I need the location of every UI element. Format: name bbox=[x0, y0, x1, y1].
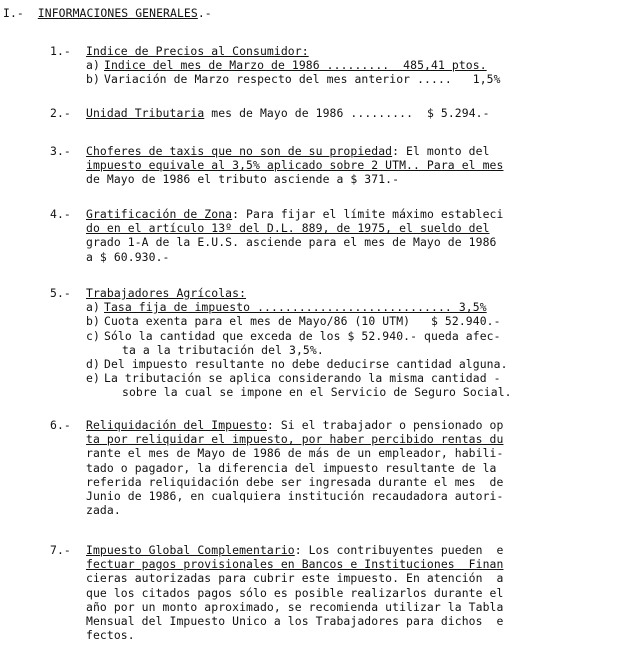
list-item bbox=[86, 357, 626, 371]
section-line: fectos. bbox=[86, 628, 135, 643]
section-heading: Reliquidación del Impuesto bbox=[86, 418, 267, 432]
section-line: cieras autorizadas para cubrir este impuesto. En atención a bbox=[86, 571, 504, 586]
section-line: tado o pagador, la diferencia del impuesto resultante de la bbox=[86, 460, 497, 475]
section-line: ta por reliquidar el impuesto, por haber percibido rentas du bbox=[86, 432, 504, 447]
section-number: 2.- bbox=[50, 106, 71, 120]
item-letter: b) bbox=[86, 72, 100, 87]
section-number: 1.- bbox=[50, 44, 71, 58]
section-line: de Mayo de 1986 el tributo asciende a $ 371.- bbox=[86, 172, 400, 187]
section-heading: Trabajadores Agrícolas: bbox=[86, 286, 247, 300]
item-text: Cuota exenta para el mes de Mayo/86 (10 UTM) $ 52.940.- bbox=[104, 314, 501, 329]
item-text: ta a la tributación del 3,5%. bbox=[122, 342, 324, 357]
section-line: grado 1-A de la E.U.S. asciende para el mes de Mayo de 1986 bbox=[86, 235, 497, 250]
item-letter: d) bbox=[86, 356, 100, 371]
list-item bbox=[86, 300, 626, 314]
section-line: do en el artículo 13º del D.L. 889, de 1975, el sueldo del bbox=[86, 221, 490, 236]
item-text: Tasa fija de impuesto ............................ 3,5% bbox=[104, 300, 487, 315]
section-line: : Si el trabajador o pensionado op bbox=[266, 418, 504, 432]
section-line: fectuar pagos provisionales en Bancos e Instituciones Finan bbox=[86, 557, 504, 572]
list-item bbox=[86, 385, 626, 399]
section-number: 3.- bbox=[50, 144, 71, 158]
section-heading: Unidad Tributaria bbox=[86, 106, 205, 120]
section-heading: Gratificación de Zona bbox=[86, 207, 233, 221]
item-letter: e) bbox=[86, 371, 100, 386]
item-text: La tributación se aplica considerando la misma cantidad - bbox=[104, 371, 501, 386]
title-text: INFORMACIONES GENERALES bbox=[37, 6, 198, 20]
section-line: impuesto equivale al 3,5% aplicado sobre 2 UTM.. Para el mes bbox=[86, 158, 504, 173]
section-heading: Indice de Precios al Consumidor: bbox=[86, 44, 309, 58]
section-line: : Los contribuyentes pueden e bbox=[294, 543, 504, 557]
item-letter: a) bbox=[86, 300, 100, 315]
roman-numeral: I.- bbox=[3, 6, 24, 20]
item-text: Sólo la cantidad que exceda de los $ 52.940.- queda afec- bbox=[104, 328, 501, 343]
section-line: referida reliquidación debe ser ingresada durante el mes de bbox=[86, 474, 504, 489]
section-line: que los citados pagos sólo es posible realizarlos durante el bbox=[86, 585, 504, 600]
item-text: Del impuesto resultante no debe deducirse cantidad alguna. bbox=[104, 356, 508, 371]
section-line: : El monto del bbox=[392, 144, 490, 158]
section-line: Mensual del Impuesto Unico a los Trabajadores para dichos e bbox=[86, 613, 504, 628]
item-letter: b) bbox=[86, 314, 100, 329]
section-text: mes de Mayo de 1986 ......... $ 5.294.- bbox=[204, 106, 490, 120]
item-letter: c) bbox=[86, 328, 100, 343]
section-line: Junio de 1986, en cualquiera institución recaudadora autori- bbox=[86, 488, 504, 503]
item-text: Variación de Marzo respecto del mes anterior ..... 1,5% bbox=[104, 72, 501, 87]
section-heading: Choferes de taxis que no son de su propiedad bbox=[86, 144, 393, 158]
section-line: zada. bbox=[86, 503, 121, 518]
section-line: a $ 60.930.- bbox=[86, 249, 170, 264]
section-number: 5.- bbox=[50, 286, 71, 300]
list-item bbox=[86, 72, 626, 86]
section-number: 7.- bbox=[50, 543, 71, 557]
section-number: 4.- bbox=[50, 207, 71, 221]
section-line: rante el mes de Mayo de 1986 de más de un empleador, habili- bbox=[86, 446, 504, 461]
list-item bbox=[86, 343, 626, 357]
section-heading: Impuesto Global Complementario bbox=[86, 543, 295, 557]
list-item bbox=[86, 329, 626, 343]
section-number: 6.- bbox=[50, 418, 71, 432]
document-title bbox=[3, 6, 212, 20]
item-text: sobre la cual se impone en el Servicio de Seguro Social. bbox=[122, 385, 512, 400]
list-item bbox=[86, 371, 626, 385]
item-letter: a) bbox=[86, 58, 100, 73]
section-line: : Para fijar el límite máximo estableci bbox=[232, 207, 504, 221]
item-text: Indice del mes de Marzo de 1986 ......... 485,41 ptos. bbox=[104, 58, 487, 73]
title-suffix: .- bbox=[197, 6, 212, 20]
list-item bbox=[86, 314, 626, 328]
list-item bbox=[86, 58, 626, 72]
section-line: año por un monto aproximado, se recomienda utilizar la Tabla bbox=[86, 599, 504, 614]
